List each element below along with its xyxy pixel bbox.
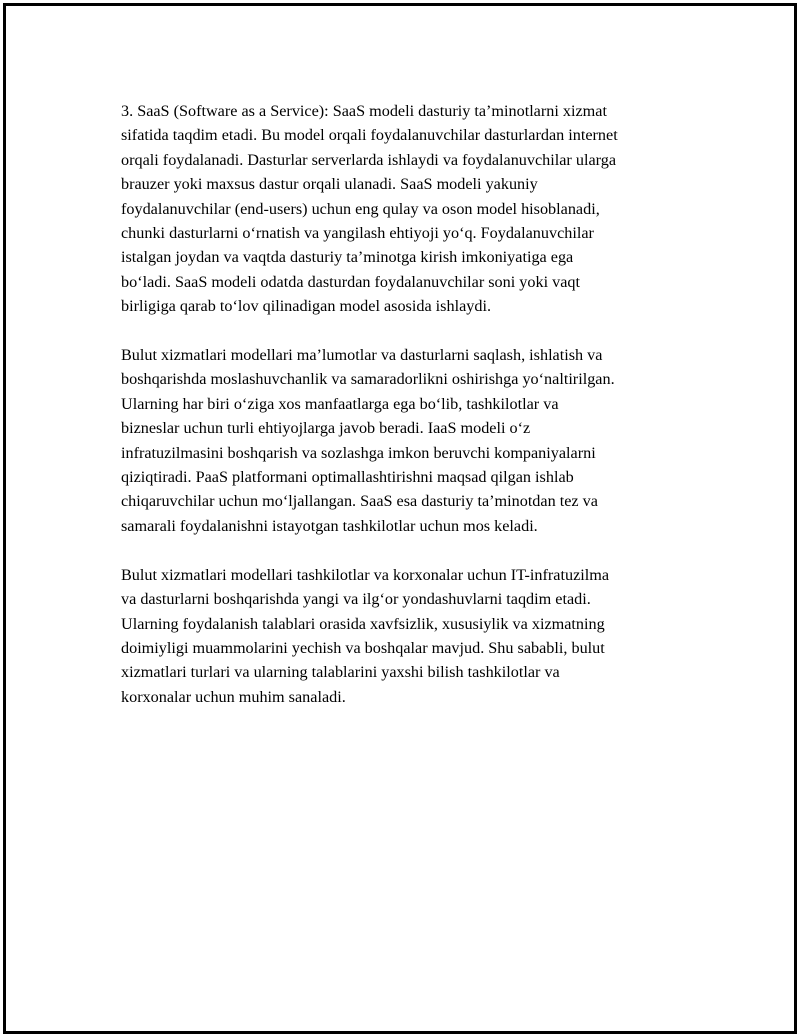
paragraph-conclusion: Bulut xizmatlari modellari tashkilotlar va korxonalar uchun IT-infratuzilma va dasturlarni boshqarishda yangi va ilg‘or yondashuvlarni taqdim etadi. Ularning foydalanish talablari orasida xavfsizlik, xususiylik va xizmatning doimiyligi muammolarini yechish va boshqalar mavjud. Shu sababli, bulut xizmatlari turlari va ularning talablarini yaxshi bilish tashkilotlar va korxonalar uchun muhim sanaladi. (121, 565, 610, 706)
document-body (121, 99, 696, 734)
paragraph-cloud-models-summary: Bulut xizmatlari modellari ma’lumotlar va dasturlarni saqlash, ishlatish va boshqarishda moslashuvchanlik va samaradorlikni oshirishga yo‘naltirilgan. Ularning har biri o‘ziga xos manfaatlarga ega bo‘lib, tashkilotlar va bizneslar uchun turli ehtiyojlarga javob beradi. IaaS modeli o‘z infratuzilmasini boshqarish va sozlashga imkon beruvchi kompaniyalarni qiziqtiradi. PaaS platformani optimallashtirishni maqsad qilgan ishlab chiqaruvchilar uchun mo‘ljallangan. SaaS esa dasturiy ta’minotdan tez va samarali foydalanishni istayotgan tashkilotlar uchun mos keladi. (121, 346, 615, 535)
page-frame (3, 3, 797, 1034)
paragraph-saas: 3. SaaS (Software as a Service): SaaS modeli dasturiy ta’minotlarni xizmat sifatida taqdim etadi. Bu model orqali foydalanuvchilar dasturlardan internet orqali foydalanadi. Dasturlar serverlarda ishlaydi va foydalanuvchilar ularga brauzer yoki maxsus dastur orqali ulanadi. SaaS modeli yakuniy foydalanuvchilar (end-users) uchun eng qulay va oson model hisoblanadi, chunki dasturlarni o‘rnatish va yangilash ehtiyoji yo‘q. Foydalanuvchilar istalgan joydan va vaqtda dasturiy ta’minotga kirish imkoniyatiga ega bo‘ladi. SaaS modeli odatda dasturdan foydalanuvchilar soni yoki vaqt birligiga qarab to‘lov qilinadigan model asosida ishlaydi. (121, 102, 618, 316)
